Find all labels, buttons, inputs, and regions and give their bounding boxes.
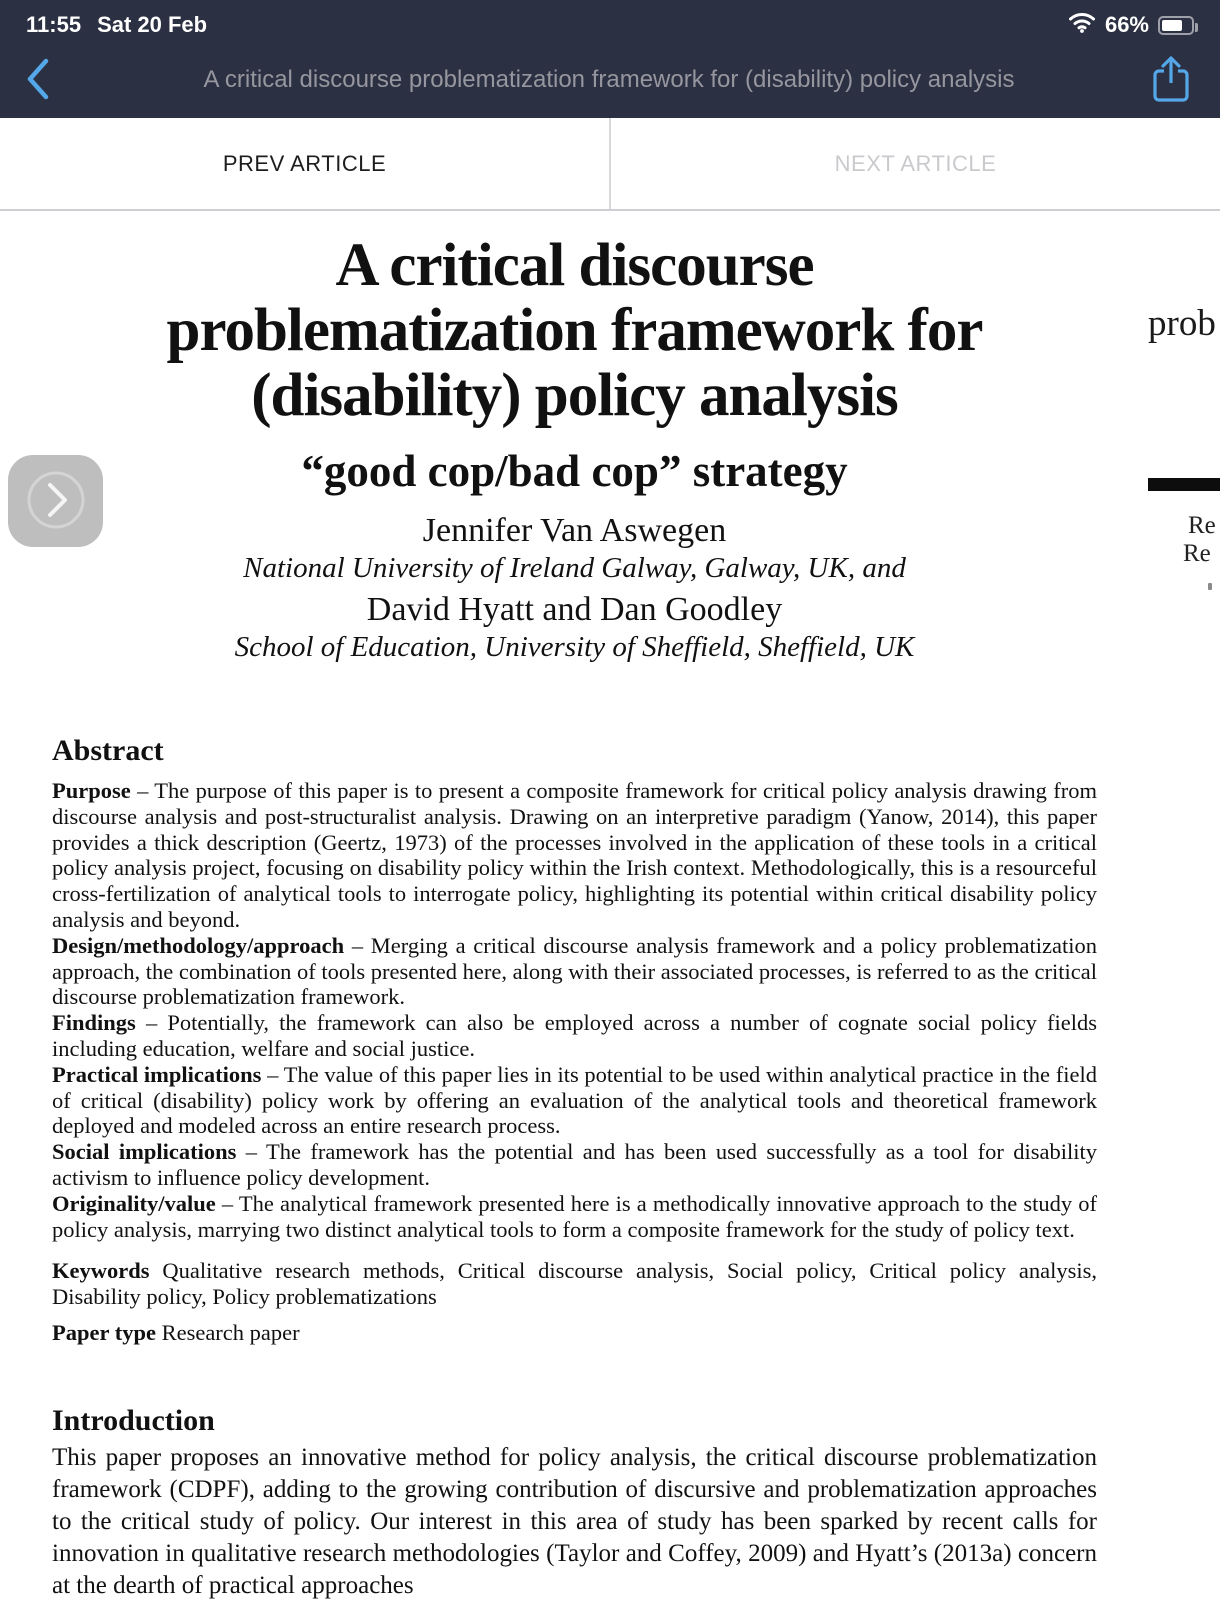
abstract-findings-label: Findings bbox=[52, 1010, 136, 1036]
article-title-line3: (disability) policy analysis bbox=[251, 362, 898, 429]
introduction-paragraph: This paper proposes an innovative method for policy analysis, the critical discourse problematization framework (CDPF), adding to the growing contribution of discursive and problematization approaches to the critical study of policy. Our interest in this area of study has been sparked by recent calls for innovation in qualitative research methodologies (Taylor and Coffey, 2009) and Hyatt’s (2013a) concern at the dearth of practical approaches bbox=[52, 1443, 1097, 1599]
status-bar bbox=[0, 0, 1220, 44]
abstract-originality bbox=[52, 1191, 1097, 1243]
status-right bbox=[1068, 12, 1194, 39]
keywords-text: Qualitative research methods, Critical discourse analysis, Social policy, Critical policy analysis, Disability policy, Policy problematizations bbox=[52, 1258, 1097, 1310]
abstract-design bbox=[52, 933, 1097, 1010]
paper-type-text: Research paper bbox=[155, 1319, 300, 1345]
next-article-button[interactable]: NEXT ARTICLE bbox=[609, 118, 1220, 209]
share-icon bbox=[1151, 54, 1191, 107]
chevron-right-icon bbox=[23, 467, 89, 536]
next-page-text-speck bbox=[1208, 583, 1212, 590]
abstract-originality-label: Originality/value bbox=[52, 1190, 216, 1216]
abstract-purpose-label: Purpose bbox=[52, 778, 131, 803]
abstract-social bbox=[52, 1139, 1097, 1191]
chevron-left-icon bbox=[26, 57, 50, 104]
abstract-practical bbox=[52, 1062, 1097, 1139]
nav-bar bbox=[0, 44, 1220, 116]
next-page-info-fragment-1: Re bbox=[1188, 512, 1216, 539]
article-switcher bbox=[0, 118, 1220, 211]
abstract-practical-text: – The value of this paper lies in its potential to be used within analytical practice in the field of critical (disability) policy work by offering an evaluation of the analytical tools and theoretical framework deployed and modeled across an entire research process. bbox=[52, 1061, 1097, 1139]
abstract-originality-text: – The analytical framework presented here is a methodically innovative approach to the study of policy analysis, marrying two distinct analytical tools to form a composite framework for the study of policy text. bbox=[52, 1190, 1097, 1242]
article-title-line2: problematization framework for bbox=[166, 297, 983, 364]
pdf-page[interactable] bbox=[52, 213, 1097, 1602]
back-button[interactable] bbox=[26, 54, 70, 106]
battery-percent: 66% bbox=[1104, 12, 1149, 37]
keywords-line bbox=[52, 1258, 1097, 1310]
abstract-findings-text: – Potentially, the framework can also be employed across a number of cognate social policy fields including education, welfare and social justice. bbox=[52, 1010, 1097, 1061]
battery-icon bbox=[1158, 16, 1194, 35]
keywords-label: Keywords bbox=[52, 1258, 150, 1284]
abstract-design-label: Design/methodology/approach bbox=[52, 932, 345, 958]
prev-article-button[interactable]: PREV ARTICLE bbox=[0, 118, 609, 209]
next-page-info-fragment-2: Re bbox=[1183, 540, 1211, 567]
abstract-purpose-text: – The purpose of this paper is to present a composite framework for critical policy analysis drawing from discourse analysis and post-structuralist analysis. Drawing on an interpretive paradigm (Yanow, 2014), this paper provides a thick description (Geertz, 1973) of the processes involved in the application of these tools in a critical policy analysis project, focusing on disability policy within the Irish context. Methodologically, this is a resourceful cross-fertilization of analytical tools to interrogate policy, highlighting its potential within critical disability policy analysis and beyond. bbox=[52, 778, 1097, 932]
paper-type-label: Paper type bbox=[52, 1319, 156, 1345]
next-page-button[interactable] bbox=[8, 455, 103, 547]
author-1: Jennifer Van Aswegen bbox=[422, 512, 727, 549]
affiliation-1: National University of Ireland Galway, Galway, UK, and bbox=[243, 552, 906, 584]
wifi-icon bbox=[1068, 12, 1096, 39]
next-page-title-fragment: prob bbox=[1148, 303, 1216, 344]
abstract-practical-label: Practical implications bbox=[52, 1061, 262, 1087]
abstract-findings bbox=[52, 1010, 1097, 1062]
status-left bbox=[26, 12, 207, 38]
paper-type-line bbox=[52, 1320, 1097, 1346]
nav-title: A critical discourse problematization framework for (disability) policy analysis bbox=[203, 66, 1015, 93]
status-date: Sat 20 Feb bbox=[97, 12, 208, 37]
status-time: 11:55 bbox=[26, 12, 82, 37]
abstract-social-text: – The framework has the potential and has been used successfully as a tool for disability activism to influence policy development. bbox=[52, 1139, 1097, 1190]
share-button[interactable] bbox=[1148, 52, 1194, 108]
abstract-design-text: – Merging a critical discourse analysis framework and a policy problematization approach, the combination of tools presented here, along with their associated processes, is referred to as the critical discourse problematization framework. bbox=[52, 932, 1097, 1010]
app-header bbox=[0, 0, 1220, 118]
article-title-line1: A critical discourse bbox=[335, 232, 814, 299]
article-subtitle: “good cop/bad cop” strategy bbox=[301, 446, 848, 496]
affiliation-2: School of Education, University of Sheffield, Sheffield, UK bbox=[234, 631, 915, 663]
abstract-purpose bbox=[52, 778, 1097, 933]
abstract-heading: Abstract bbox=[52, 734, 164, 767]
abstract-social-label: Social implications bbox=[52, 1139, 237, 1165]
next-page-rule-fragment bbox=[1148, 478, 1220, 491]
article-title bbox=[52, 233, 1097, 428]
author-2: David Hyatt and Dan Goodley bbox=[366, 591, 783, 628]
introduction-heading: Introduction bbox=[52, 1403, 215, 1437]
